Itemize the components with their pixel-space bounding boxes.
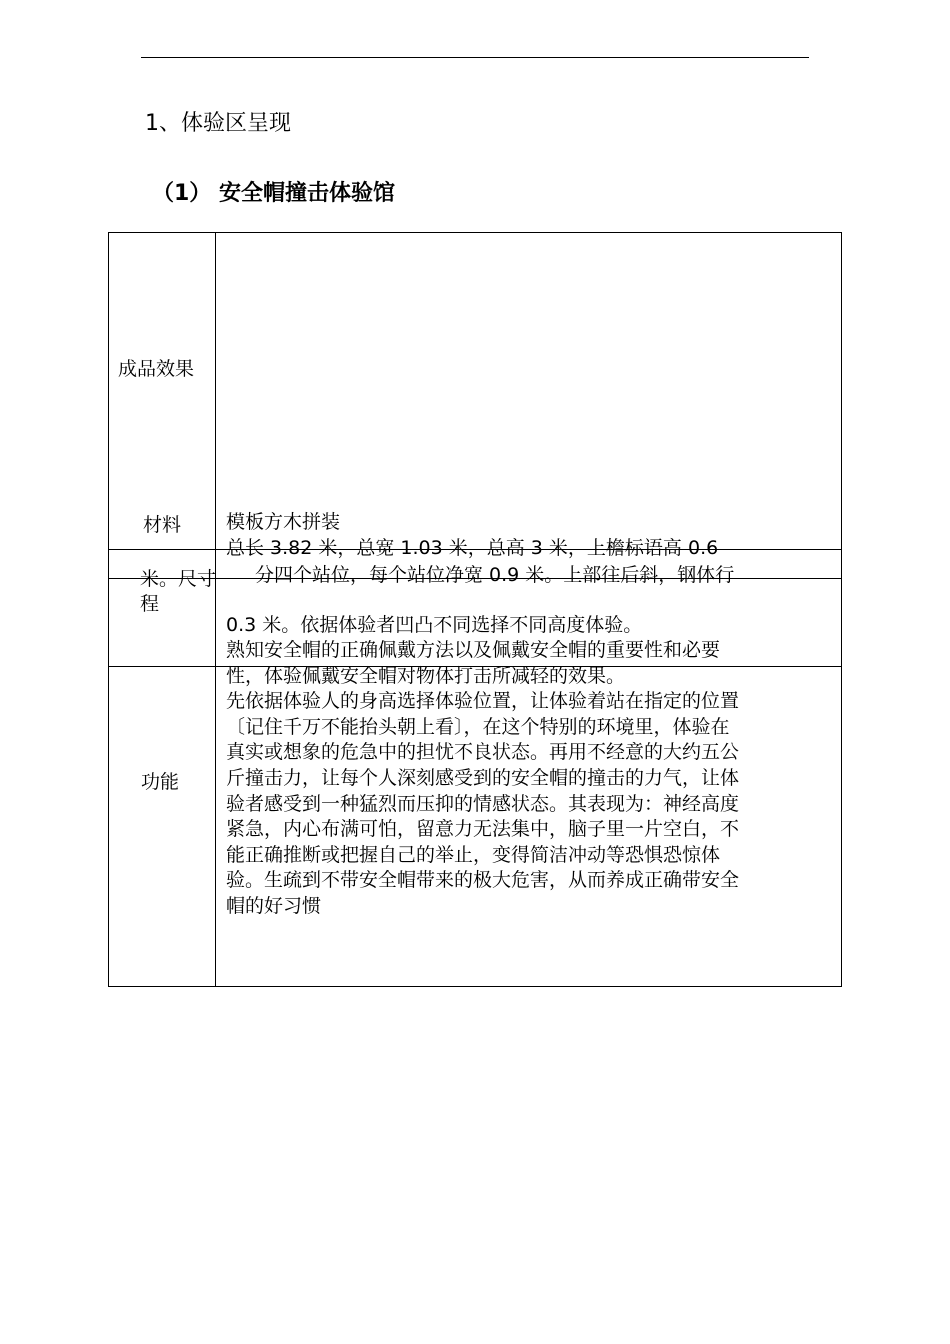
function-line: 熟知安全帽的正确佩戴方法以及佩戴安全帽的重要性和必要 xyxy=(226,639,721,661)
function-line: 验。生疏到不带安全帽带来的极大危害，从而养成正确带安全 xyxy=(226,869,740,892)
function-line: 斤撞击力，让每个人深刻感受到的安全帽的撞击的力气，让体 xyxy=(226,766,740,789)
function-line: 帽的好习惯 xyxy=(226,894,322,917)
function-line: 紧急，内心布满可怕，留意力无法集中，脑子里一片空白，不 xyxy=(226,818,740,841)
table-column-divider xyxy=(215,232,216,987)
function-text xyxy=(226,638,836,920)
size-line-3: 0.3 米。依据体验者凹凸不同选择不同高度体验。 xyxy=(226,614,643,636)
function-line: 〔记住千万不能抬头朝上看〕，在这个特别的环境里，体验在 xyxy=(226,715,730,738)
function-line: 先依据体验人的身高选择体验位置，让体验着站在指定的位置 xyxy=(226,690,740,713)
label-function: 功能 xyxy=(141,771,180,793)
function-line: 性，体验佩戴安全帽对物体打击所减轻的效果。 xyxy=(226,664,626,687)
size-line-2: 分四个站位，每个站位净宽 0.9 米。上部往后斜，钢体行 xyxy=(255,564,735,586)
label-material: 材料 xyxy=(143,514,182,536)
function-line: 真实或想象的危急中的担忧不良状态。再用不经意的大约五公 xyxy=(226,741,740,764)
label-size-part2: 程 xyxy=(140,593,160,615)
function-line: 能正确推断或把握自己的举止，变得简洁冲动等恐惧恐惊体 xyxy=(226,843,721,866)
function-line: 验者感受到一种猛烈而压抑的情感状态。其表现为：神经高度 xyxy=(226,792,740,815)
header-rule xyxy=(141,57,809,58)
label-product-effect: 成品效果 xyxy=(118,358,195,380)
size-line-1: 总长 3.82 米，总宽 1.03 米，总高 3 米，上檐标语高 0.6 xyxy=(226,537,719,559)
section-heading: 1、体验区呈现 xyxy=(145,111,291,136)
label-size-part1: 米。尺寸 xyxy=(140,568,217,590)
sub-heading: （1） 安全帽撞击体验馆 xyxy=(152,181,395,206)
value-material: 模板方木拼装 xyxy=(226,511,341,533)
